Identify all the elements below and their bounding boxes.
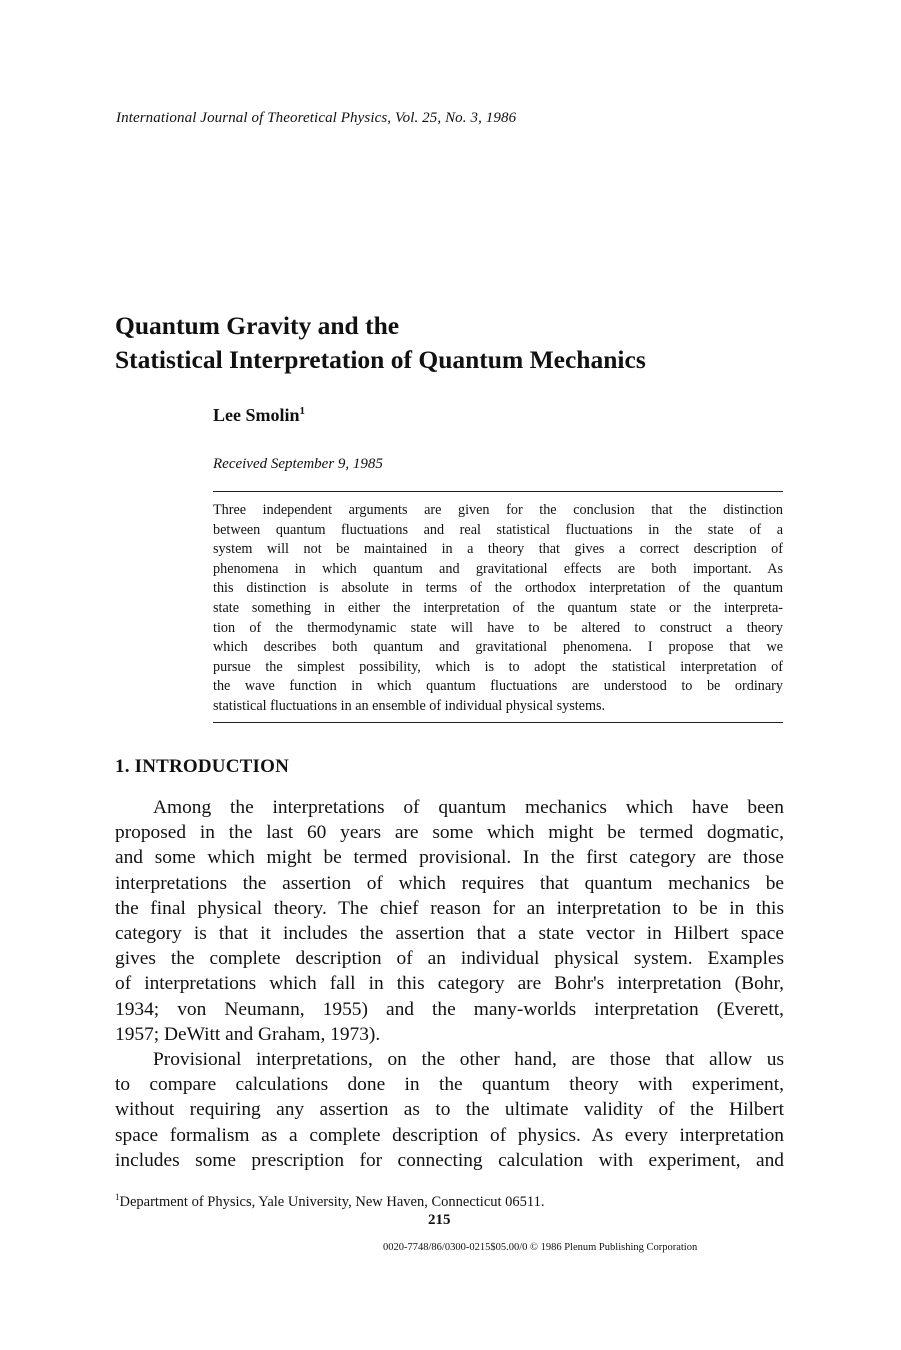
abstract-line: this distinction is absolute in terms of the orthodox interpretation of the quantum <box>213 580 783 597</box>
abstract-line: Three independent arguments are given for the conclusion that the distinction <box>213 502 783 518</box>
body-line: and some which might be termed provisional. In the first category are those <box>115 847 784 869</box>
body-line: proposed in the last 60 years are some which might be termed dogmatic, <box>115 822 784 844</box>
footnote-text: Department of Physics, Yale University, New Haven, Connecticut 06511. <box>119 1194 545 1210</box>
abstract-line: pursue the simplest possibility, which is to adopt the statistical interpretation of <box>213 658 783 675</box>
page-number: 215 <box>428 1212 451 1228</box>
abstract-line: system will not be maintained in a theory that gives a correct description of <box>213 541 783 558</box>
body-line: the final physical theory. The chief reason for an interpretation to be in this <box>115 897 784 919</box>
received-date: Received September 9, 1985 <box>213 456 383 472</box>
title-line-1: Quantum Gravity and the <box>115 311 400 340</box>
abstract-bottom-rule <box>213 722 783 723</box>
abstract-line: phenomena in which quantum and gravitational effects are both important. As <box>213 560 783 577</box>
abstract-line: state something in either the interpretation of the quantum state or the interpreta- <box>213 599 783 616</box>
body-line: Among the interpretations of quantum mechanics which have been <box>153 797 784 818</box>
abstract-top-rule <box>213 491 783 492</box>
body-line: Provisional interpretations, on the other hand, are those that allow us <box>153 1049 784 1071</box>
abstract-line: which describes both quantum and gravitational phenomena. I propose that we <box>213 639 783 656</box>
body-line: gives the complete description of an individual physical system. Examples <box>115 948 784 970</box>
journal-header: International Journal of Theoretical Physics, Vol. 25, No. 3, 1986 <box>116 110 517 126</box>
author-name: Lee Smolin <box>213 405 300 425</box>
abstract-line: the wave function in which quantum fluctuations are understood to be ordinary <box>213 678 783 695</box>
copyright-line: 0020-7748/86/0300-0215$05.00/0 © 1986 Plenum Publishing Corporation <box>383 1242 698 1253</box>
abstract-line: between quantum fluctuations and real statistical fluctuations in the state of a <box>213 521 783 538</box>
footnote <box>115 1192 545 1211</box>
body-line: interpretations the assertion of which requires that quantum mechanics be <box>115 872 784 894</box>
body-line: without requiring any assertion as to the ultimate validity of the Hilbert <box>115 1099 784 1121</box>
body-line: 1934; von Neumann, 1955) and the many-worlds interpretation (Everett, <box>115 998 784 1020</box>
author <box>213 405 305 426</box>
abstract-line: tion of the thermodynamic state will have to be altered to construct a theory <box>213 619 783 636</box>
title-line-2: Statistical Interpretation of Quantum Mechanics <box>115 345 646 374</box>
abstract-line: statistical fluctuations in an ensemble of individual physical systems. <box>213 697 606 714</box>
body-line: category is that it includes the assertion that a state vector in Hilbert space <box>115 923 784 945</box>
abstract <box>213 501 783 717</box>
author-footnote-mark: 1 <box>299 405 306 417</box>
body-line: 1957; DeWitt and Graham, 1973). <box>115 1023 381 1045</box>
body-line: includes some prescription for connecting calculation with experiment, and <box>115 1149 784 1171</box>
section-heading-introduction: 1. INTRODUCTION <box>115 756 290 777</box>
paper-title <box>115 309 835 377</box>
body-line: space formalism as a complete description of physics. As every interpretation <box>115 1124 784 1146</box>
body-line: of interpretations which fall in this category are Bohr's interpretation (Bohr, <box>115 973 784 995</box>
footnote-mark: 1 <box>115 1192 120 1202</box>
introduction-body <box>115 795 784 1173</box>
body-line: to compare calculations done in the quantum theory with experiment, <box>115 1074 784 1096</box>
